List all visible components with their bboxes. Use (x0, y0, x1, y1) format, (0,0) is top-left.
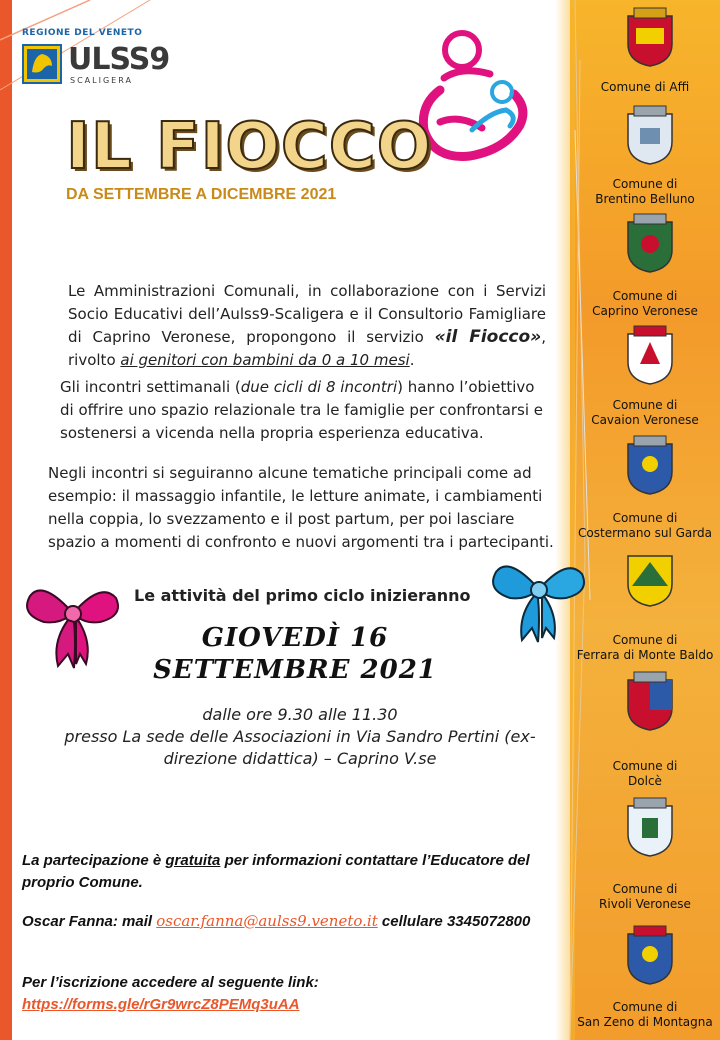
comune-rivoli-veronese: Comune di Rivoli Veronese (599, 882, 691, 911)
intro-end: . (409, 351, 415, 369)
ulss-label: ULSS9 (68, 42, 170, 77)
cycles-text: due cicli di 8 incontri (240, 378, 398, 396)
cavaion-veronese-crest-icon (622, 324, 678, 386)
ulss-sub-label: SCALIGERA (70, 76, 133, 85)
place-line: presso La sede delle Associazioni in Via Sandro Pertini (ex-direzione didattica) – Caprino V.se (64, 727, 536, 768)
contact-name: Oscar Fanna: mail (22, 913, 157, 930)
service-name: «il Fiocco» (434, 327, 542, 347)
left-accent-bar (0, 0, 12, 1040)
ulss9-logo (22, 28, 170, 88)
email-link[interactable]: oscar.fanna@aulss9.veneto.it (156, 912, 378, 930)
date-day: GIOVEDÌ 16 (201, 623, 389, 653)
participation-note (22, 850, 582, 894)
comune-brentino-belluno: Comune di Brentino Belluno (595, 177, 695, 206)
brentino-belluno-crest-icon (622, 104, 678, 166)
comune-affi: Comune di Affi (600, 80, 690, 94)
dolce-crest-icon (622, 670, 678, 732)
intro-text: Le Amministrazioni Comunali, in collaborazione con i Servizi Socio Educativi dell’Aulss9-Scaligera e il Consultorio Famigliare di Caprino Veronese, propongono il servizio (68, 282, 546, 346)
target-audience: ai genitori con bambini da 0 a 10 mesi (120, 351, 410, 369)
intro-text-2: , rivolto (68, 328, 547, 369)
lion-shield-icon (22, 44, 62, 84)
start-announcement: Le attività del primo ciclo inizieranno (134, 586, 471, 605)
rivoli-veronese-crest-icon (622, 796, 678, 858)
pink-bow-icon (22, 582, 122, 672)
comune-dolce: Comune di Dolcè (612, 759, 678, 788)
costermano-crest-icon (622, 434, 678, 496)
meetings-text: Gli incontri settimanali ( (60, 378, 241, 396)
contact-phone: cellulare 3345072800 (377, 913, 531, 930)
start-date (130, 622, 460, 686)
ferrara-monte-baldo-crest-icon (622, 546, 678, 608)
free-label: gratuita (165, 852, 221, 869)
page-title: IL FIOCCO (66, 110, 433, 184)
comune-caprino-veronese: Comune di Caprino Veronese (592, 289, 698, 318)
weekly-meetings-paragraph (60, 376, 552, 445)
intro-paragraph (68, 280, 546, 372)
signup-link[interactable]: https://forms.gle/rGr9wrcZ8PEMq3uAA (22, 996, 300, 1013)
comune-ferrara-monte-baldo: Comune di Ferrara di Monte Baldo (576, 633, 714, 662)
topics-paragraph: Negli incontri si seguiranno alcune tematiche principali come ad esempio: il massaggio infantile, le letture animate, i cambiamenti nella coppia, lo svezzamento e il post partum, per poi lasciare spazio a momenti di confronto e nuovi argomenti tra i partecipanti. (48, 464, 554, 551)
time-line: dalle ore 9.30 alle 11.30 (202, 705, 398, 724)
participation-text-2: per informazioni contattare l’Educatore del proprio Comune. (22, 852, 530, 891)
region-label: REGIONE DEL VENETO (22, 28, 143, 38)
contact-line (22, 910, 582, 933)
time-and-place (40, 704, 560, 770)
affi-crest-icon (622, 6, 678, 68)
period-subtitle: DA SETTEMBRE A DICEMBRE 2021 (66, 186, 337, 203)
caprino-veronese-crest-icon (622, 212, 678, 274)
signup-block (22, 972, 582, 1016)
comune-cavaion-veronese: Comune di Cavaion Veronese (591, 398, 699, 427)
participation-text: La partecipazione è (22, 852, 166, 869)
meetings-text-2: ) hanno l’obiettivo di offrire uno spazio relazionale tra le famiglie per confrontarsi e sostenersi a vicenda nella propria esperienza educativa. (60, 378, 544, 442)
comune-san-zeno-montagna: Comune di San Zeno di Montagna (577, 1000, 713, 1029)
date-month-year: SETTEMBRE 2021 (153, 655, 437, 685)
comune-costermano: Comune di Costermano sul Garda (578, 511, 712, 540)
signup-label: Per l’iscrizione accedere al seguente link: (22, 974, 319, 991)
san-zeno-montagna-crest-icon (622, 924, 678, 986)
